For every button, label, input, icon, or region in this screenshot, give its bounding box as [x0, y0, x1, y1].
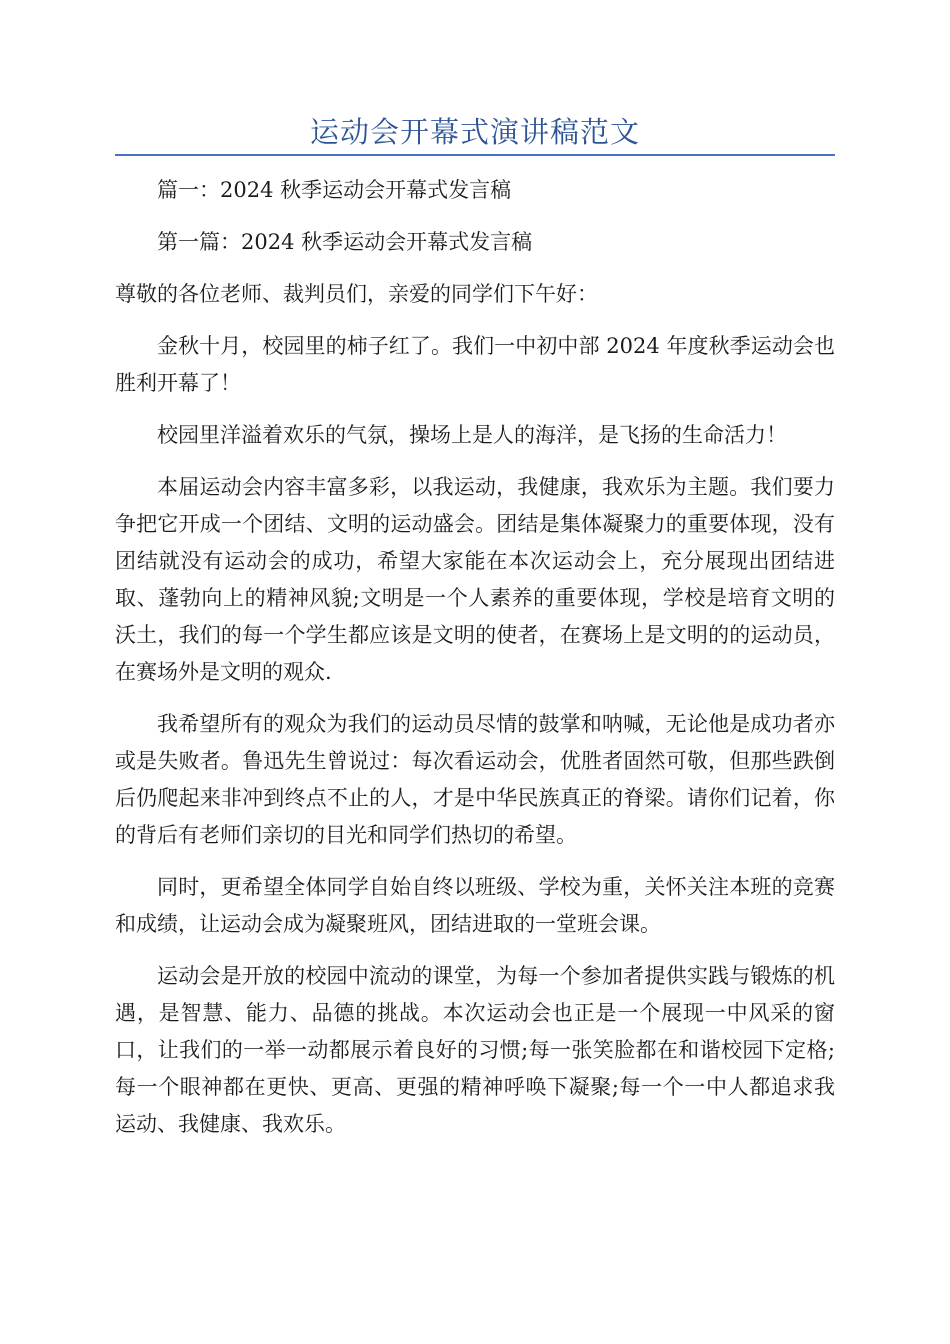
- document-title: 运动会开幕式演讲稿范文: [309, 115, 640, 149]
- paragraph-9: 运动会是开放的校园中流动的课堂，为每一个参加者提供实践与锻炼的机遇，是智慧、能力、品德的挑战。本次运动会也正是一个展现一中风采的窗口，让我们的一举一动都展示着良好的习惯;每一张笑脸都在和谐校园下定格;每一个眼神都在更快、更高、更强的精神呼唤下凝聚;每一个一中人都追求我运动、我健康、我欢乐。: [115, 964, 835, 1136]
- paragraph-5: 校园里洋溢着欢乐的气氛，操场上是人的海洋，是飞扬的生命活力！: [157, 423, 787, 447]
- paragraph-3: 尊敬的各位老师、裁判员们，亲爱的同学们下午好：: [115, 282, 598, 306]
- paragraph-7: 我希望所有的观众为我们的运动员尽情的鼓掌和呐喊，无论他是成功者亦或是失败者。鲁迅先生曾说过：每次看运动会，优胜者固然可敬，但那些跌倒后仍爬起来非冲到终点不止的人，才是中华民族真正的脊梁。请你们记着，你的背后有老师们亲切的目光和同学们热切的希望。: [115, 712, 835, 847]
- paragraph-8: 同时，更希望全体同学自始自终以班级、学校为重，关怀关注本班的竞赛和成绩，让运动会成为凝聚班风，团结进取的一堂班会课。: [115, 875, 835, 936]
- paragraph-2: 第一篇：2024 秋季运动会开幕式发言稿: [157, 230, 533, 254]
- document-body: [115, 172, 835, 1158]
- paragraph-1: 篇一：2024 秋季运动会开幕式发言稿: [157, 178, 512, 202]
- paragraph-6: 本届运动会内容丰富多彩，以我运动，我健康，我欢乐为主题。我们要力争把它开成一个团结、文明的运动盛会。团结是集体凝聚力的重要体现，没有团结就没有运动会的成功，希望大家能在本次运动会上，充分展现出团结进取、蓬勃向上的精神风貌;文明是一个人素养的重要体现，学校是培育文明的沃土，我们的每一个学生都应该是文明的使者，在赛场上是文明的的运动员，在赛场外是文明的观众.: [115, 475, 835, 684]
- paragraph-4: 金秋十月，校园里的柿子红了。我们一中初中部 2024 年度秋季运动会也胜利开幕了！: [115, 334, 835, 395]
- title-underline: [115, 154, 835, 156]
